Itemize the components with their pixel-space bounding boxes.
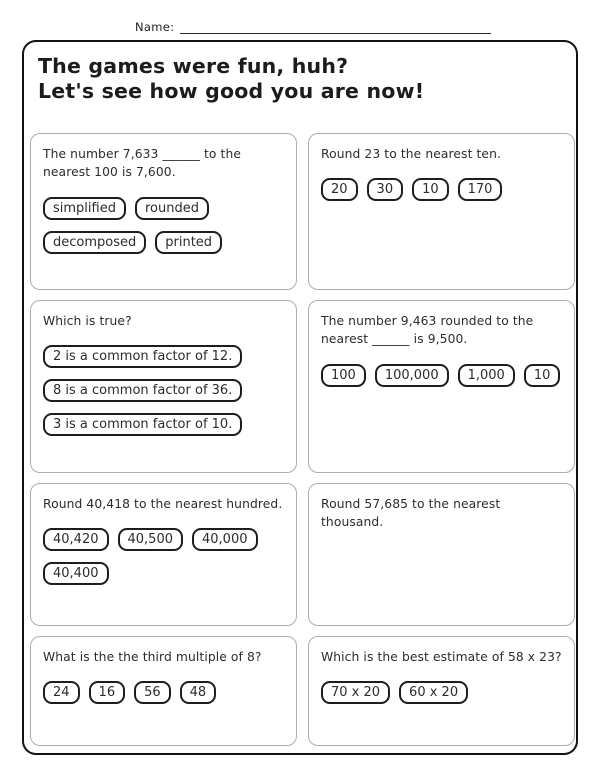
option-pill[interactable]: simplified xyxy=(43,197,126,220)
option-pill[interactable]: printed xyxy=(155,231,222,254)
question-4-prompt: The number 9,463 rounded to the nearest ______ is 9,500. xyxy=(321,314,534,347)
title-line-2: Let's see how good you are now! xyxy=(38,79,425,104)
question-box-6 xyxy=(308,483,575,626)
worksheet-title xyxy=(38,54,558,105)
option-pill[interactable]: 100 xyxy=(321,364,366,387)
option-pill[interactable]: decomposed xyxy=(43,231,146,254)
option-pill[interactable]: 10 xyxy=(412,178,449,201)
question-7-options xyxy=(43,681,284,704)
question-box-7 xyxy=(30,636,297,746)
option-pill[interactable]: 10 xyxy=(524,364,561,387)
title-line-1: The games were fun, huh? xyxy=(38,54,349,78)
option-pill[interactable]: 60 x 20 xyxy=(399,681,468,704)
option-pill[interactable]: 100,000 xyxy=(375,364,449,387)
option-pill[interactable]: 3 is a common factor of 10. xyxy=(43,413,242,436)
option-pill[interactable]: 40,400 xyxy=(43,562,109,585)
question-box-8 xyxy=(308,636,575,746)
option-pill[interactable]: rounded xyxy=(135,197,209,220)
option-pill[interactable]: 170 xyxy=(458,178,503,201)
name-label: Name: xyxy=(135,20,175,34)
option-pill[interactable]: 16 xyxy=(89,681,126,704)
question-box-5 xyxy=(30,483,297,626)
option-pill[interactable]: 30 xyxy=(367,178,404,201)
question-box-1 xyxy=(30,133,297,290)
option-pill[interactable]: 40,000 xyxy=(192,528,258,551)
option-pill[interactable]: 24 xyxy=(43,681,80,704)
option-pill[interactable]: 8 is a common factor of 36. xyxy=(43,379,242,402)
question-6-prompt: Round 57,685 to the nearest thousand. xyxy=(321,497,501,530)
question-box-4 xyxy=(308,300,575,473)
question-4-options xyxy=(321,364,562,387)
option-pill[interactable]: 56 xyxy=(134,681,171,704)
name-row xyxy=(135,19,491,34)
option-pill[interactable]: 2 is a common factor of 12. xyxy=(43,345,242,368)
question-8-prompt: Which is the best estimate of 58 x 23? xyxy=(321,650,562,664)
question-2-options xyxy=(321,178,562,201)
option-pill[interactable]: 20 xyxy=(321,178,358,201)
question-5-prompt: Round 40,418 to the nearest hundred. xyxy=(43,497,283,511)
question-3-prompt: Which is true? xyxy=(43,314,132,328)
question-box-2 xyxy=(308,133,575,290)
question-8-options xyxy=(321,681,562,704)
question-3-options xyxy=(43,345,284,436)
question-2-prompt: Round 23 to the nearest ten. xyxy=(321,147,501,161)
option-pill[interactable]: 1,000 xyxy=(458,364,515,387)
option-pill[interactable]: 40,420 xyxy=(43,528,109,551)
question-5-options xyxy=(43,528,284,585)
name-input-line[interactable] xyxy=(180,19,491,34)
question-7-prompt: What is the the third multiple of 8? xyxy=(43,650,262,664)
question-1-prompt: The number 7,633 ______ to the nearest 100 is 7,600. xyxy=(43,147,242,180)
option-pill[interactable]: 70 x 20 xyxy=(321,681,390,704)
question-grid xyxy=(30,133,575,746)
question-box-3 xyxy=(30,300,297,473)
option-pill[interactable]: 40,500 xyxy=(118,528,184,551)
question-1-options xyxy=(43,197,284,254)
option-pill[interactable]: 48 xyxy=(180,681,217,704)
